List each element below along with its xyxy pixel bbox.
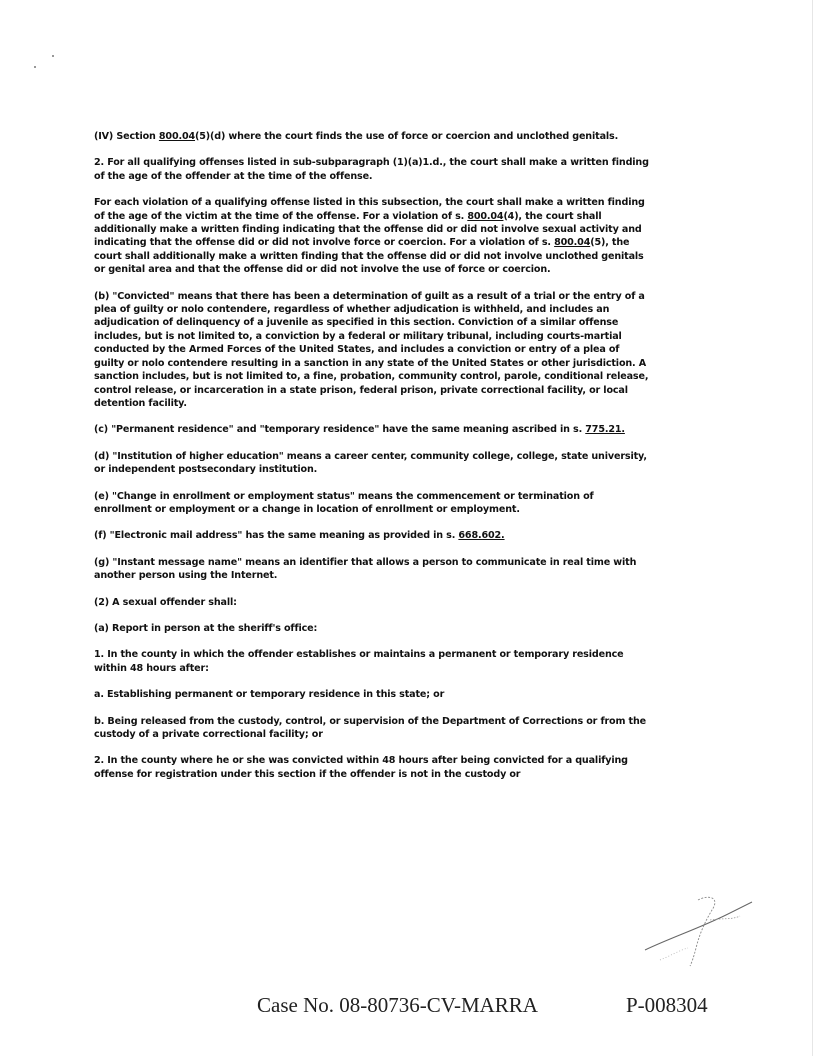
paragraph-text: (d) "Institution of higher education" means a career center, community college, college, state university, or independent postsecondary institution. xyxy=(94,450,647,476)
statute-paragraph xyxy=(94,156,650,183)
paragraph-text: For each violation of a qualifying offense listed in this subsection, the court shall make a written finding of the age of the victim at the time of the offense. For a violation of s. xyxy=(94,197,645,222)
paragraph-text: (a) Report in person at the sheriff's office: xyxy=(94,622,318,634)
statute-paragraph xyxy=(94,130,650,143)
statute-paragraph xyxy=(94,715,650,742)
statute-reference-link[interactable]: 800.04 xyxy=(158,131,196,142)
statute-paragraph xyxy=(94,450,650,477)
paragraph-text: 1. In the county in which the offender establishes or maintains a permanent or temporary residence within 48 hours after: xyxy=(94,649,624,674)
statute-paragraph xyxy=(94,290,650,411)
paragraph-text: (2) A sexual offender shall: xyxy=(94,596,237,608)
statute-paragraph xyxy=(94,556,650,583)
paragraph-text: (5), the court shall additionally make a written finding that the offense did or did not involve unclothed genitals or genital area and that the offense did or did not involve the use of force or coercion. xyxy=(94,237,644,276)
paragraph-text: a. Establishing permanent or temporary residence in this state; or xyxy=(94,689,445,701)
paragraph-text: (4), the court shall additionally make a written finding indicating that the offense did or did not involve sexual activity and indicating that the offense did or did not involve force or coercion. For a violation of s. xyxy=(94,210,642,249)
statute-paragraph xyxy=(94,596,650,609)
statute-reference-link[interactable]: 800.04 xyxy=(467,210,504,222)
statute-reference-link[interactable]: 668.602. xyxy=(458,530,505,542)
statute-paragraph xyxy=(94,688,650,701)
paragraph-text: b. Being released from the custody, control, or supervision of the Department of Corrections or from the custody of a private correctional facility; or xyxy=(94,715,647,740)
paragraph-text: (IV) Section xyxy=(94,131,159,142)
paragraph-text: (c) "Permanent residence" and "temporary residence" have the same meaning ascribed in s. xyxy=(94,424,586,436)
paragraph-text: 2. For all qualifying offenses listed in sub-subparagraph (1)(a)1.d., the court shall make a written finding of the age of the offender at the time of the offense. xyxy=(94,157,649,182)
scan-speck xyxy=(52,55,54,57)
bates-page-id: P-008304 xyxy=(626,993,708,1017)
statute-text xyxy=(94,130,650,794)
statute-paragraph xyxy=(94,622,650,635)
statute-reference-link[interactable]: 775.21. xyxy=(585,424,625,436)
paragraph-text: (5)(d) where the court finds the use of force or coercion and unclothed genitals. xyxy=(195,131,619,142)
case-number: Case No. 08-80736-CV-MARRA xyxy=(257,993,538,1017)
statute-paragraph xyxy=(94,490,650,517)
statute-reference-link[interactable]: 800.04 xyxy=(554,237,591,249)
statute-paragraph xyxy=(94,648,650,675)
scan-edge-line xyxy=(812,0,813,1056)
scan-speck xyxy=(34,66,36,68)
statute-paragraph xyxy=(94,196,650,276)
paragraph-text: 2. In the county where he or she was convicted within 48 hours after being convicted for a qualifying offense for registration under this section if the offender is not in the custody or xyxy=(94,755,628,780)
handwritten-signature xyxy=(640,890,760,970)
paragraph-text: (e) "Change in enrollment or employment status" means the commencement or termination of enrollment or employment or a change in location of enrollment or employment. xyxy=(94,490,594,515)
statute-paragraph xyxy=(94,529,650,542)
paragraph-text: (b) "Convicted" means that there has been a determination of guilt as a result of a trial or the entry of a plea of guilty or nolo contendere, regardless of whether adjudication is withheld, and includes an adjudication of delinquency of a juvenile as specified in this section. Conviction of a similar offense includes, but is not limited to, a conviction by a federal or military tribunal, including courts-martial conducted by the Armed Forces of the United States, and includes a conviction or entry of a plea of guilty or nolo contendere resulting in a sanction in any state of the United States or other jurisdiction. A sanction includes, but is not limited to, a fine, probation, community control, parole, conditional release, control release, or incarceration in a state prison, federal prison, private correctional facility, or local detention facility. xyxy=(94,290,649,409)
statute-paragraph xyxy=(94,754,650,781)
paragraph-text: (f) "Electronic mail address" has the same meaning as provided in s. xyxy=(94,530,459,542)
paragraph-text: (g) "Instant message name" means an identifier that allows a person to communicate in real time with another person using the Internet. xyxy=(94,556,637,582)
statute-paragraph xyxy=(94,423,650,436)
